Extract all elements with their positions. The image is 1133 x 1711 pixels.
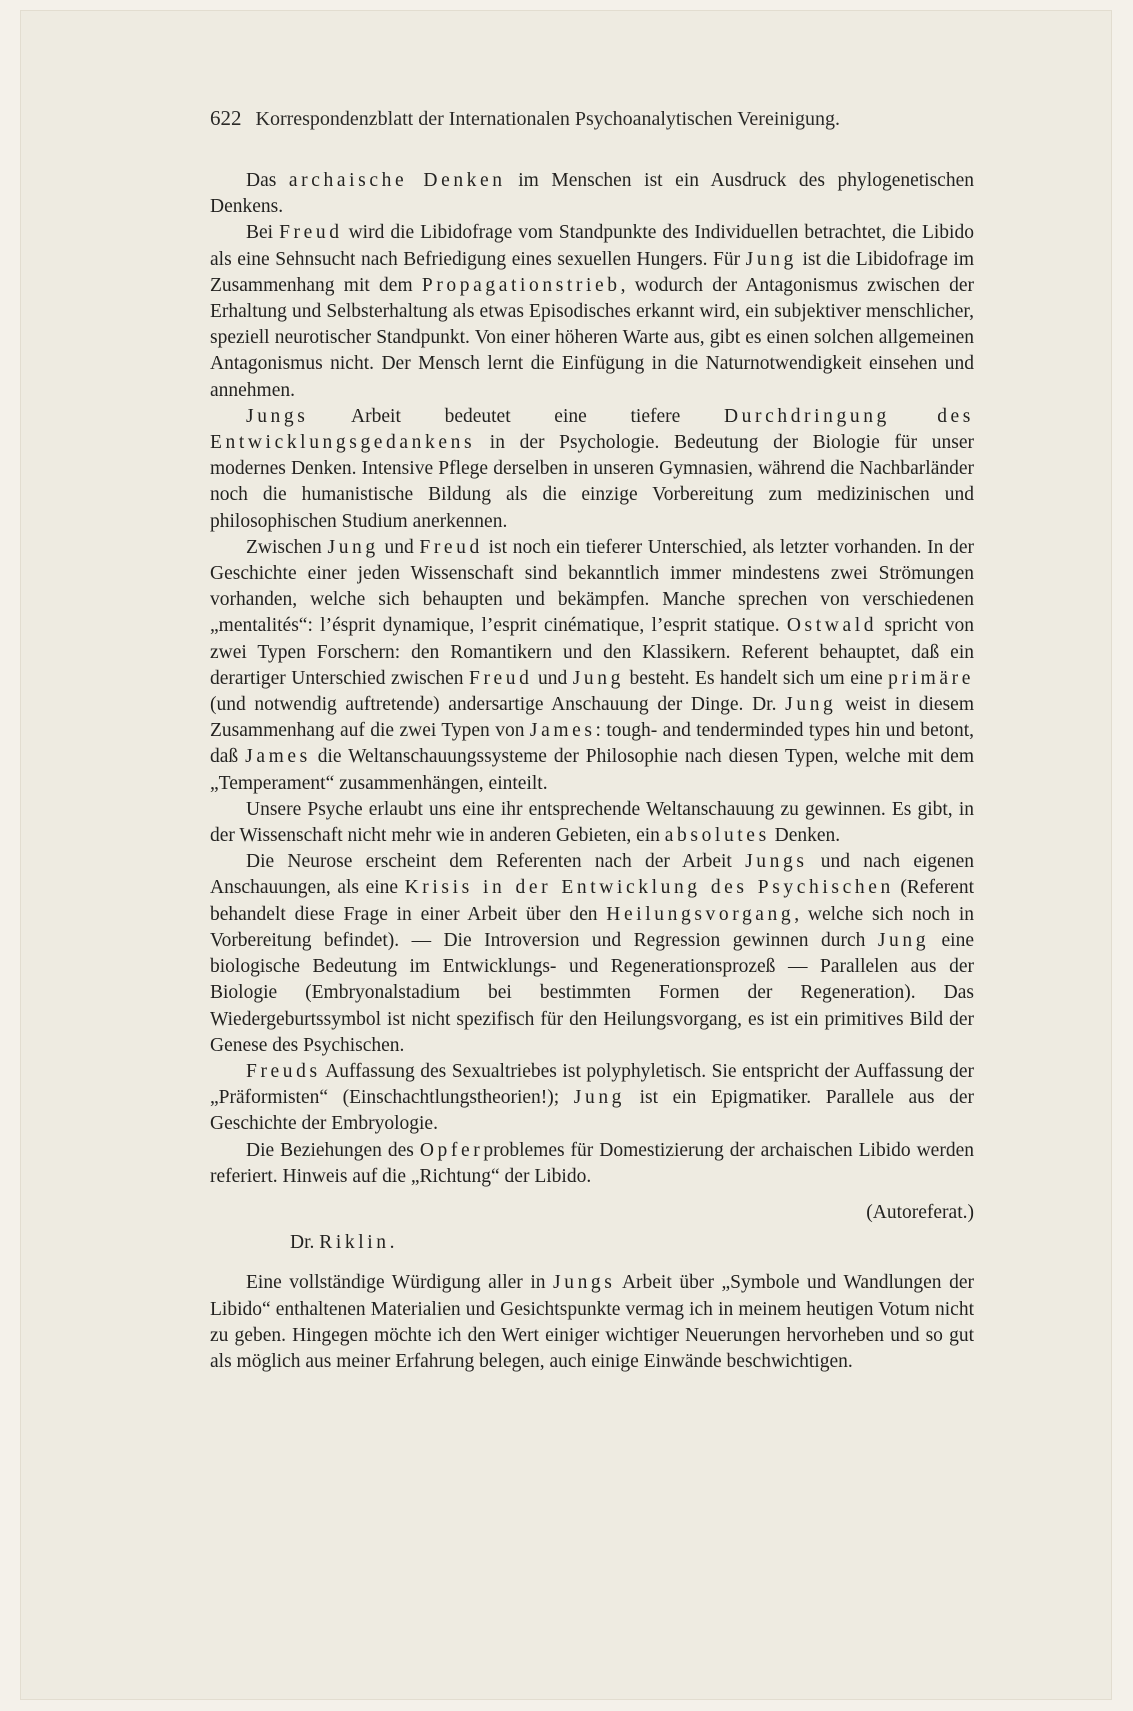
paragraph: [210, 168, 974, 220]
spaced-emphasis: absolutes: [664, 825, 770, 847]
spaced-emphasis: Jung: [573, 1087, 626, 1109]
text-run: Zwischen: [246, 536, 328, 558]
spaced-emphasis: James: [529, 720, 596, 742]
text-run: spricht von zwei Typen Forschern: den Romantikern und den Klassikern. Referent behauptet, daß ein derartiger Unterschied zwischen: [210, 615, 974, 689]
page-number: 622: [210, 106, 242, 130]
speaker-prefix: Dr.: [290, 1232, 320, 1254]
text-run: , wodurch der Antagonismus zwischen der Erhaltung und Selbsterhaltung als etwas Episodisches erkannt wird, ein subjektiver menschlicher, speziell neurotischer Standpunkt. Von einer höheren Warte aus, gibt es einen solchen allgemeinen Antagonismus nicht. Der Mensch lernt die Einfügung in die Naturnotwendigkeit einsehen und annehmen.: [210, 274, 974, 401]
body-text: [210, 168, 974, 1375]
text-run: und: [532, 667, 573, 689]
text-run: Die Neurose erscheint dem Referenten nach der Arbeit: [246, 851, 746, 873]
text-run: und: [378, 536, 420, 558]
text-run: : tough- and tenderminded types hin und betont, daß: [210, 720, 975, 768]
spaced-emphasis: Freud: [279, 222, 343, 244]
text-run: ist noch ein tieferer Unterschied, als letzter vorhanden. In der Geschichte einer jeden Wissenschaft sind bekanntlich immer mindestens zwei Strömungen vorhanden, welche sich behaupten und bekämpfen. Manche sprechen von verschiedenen „mentalités“: l’ésprit dynamique, l’esprit cinématique, l’esprit statique.: [210, 536, 975, 637]
paragraph: [210, 404, 974, 535]
running-title: Korrespondenzblatt der Internationalen Psychoanalytischen Vereinigung.: [255, 108, 840, 130]
text-run: im Menschen ist ein Ausdruck des phylogenetischen Denkens.: [210, 170, 974, 218]
final-paragraph: [210, 1270, 974, 1375]
spaced-emphasis: Jungs: [745, 851, 808, 873]
paragraph: [210, 1138, 974, 1190]
text-run: Unsere Psyche erlaubt uns eine ihr entsprechende Weltanschauung zu gewinnen. Es gibt, in der Wissenschaft nicht mehr wie in anderen Gebieten, ein: [210, 798, 974, 847]
spaced-emphasis: Jung: [785, 694, 837, 716]
spaced-emphasis: Jungs: [246, 405, 309, 427]
paragraph: [210, 797, 974, 849]
text-run: Arbeit bedeutet eine tiefere: [308, 405, 724, 427]
spaced-emphasis: archaische Denken: [288, 170, 506, 191]
text-run: besteht. Es handelt sich um eine: [623, 667, 889, 689]
spaced-emphasis: Durchdringung des Entwicklungsgedankens: [210, 405, 974, 454]
text-run: Arbeit über „Symbole und Wandlungen der Libido“ enthaltenen Materialien und Gesichtspunkte vermag ich in meinem heutigen Votum nicht zu geben. Hingegen möchte ich den Wert einiger wichtiger Neuerungen hervorheben und so gut als möglich aus meiner Erfahrung belegen, auch einige Einwände beschwichtigen.: [210, 1272, 974, 1372]
spaced-emphasis: Ostwald: [786, 615, 878, 637]
text-run: Auffassung des Sexualtriebes ist polyphyletisch. Sie entspricht der Auffassung der „Präformisten“ (Einschachtlungstheorien!);: [210, 1060, 974, 1109]
text-run: Die Beziehungen des: [246, 1139, 420, 1161]
text-run: ist ein Epigmatiker. Parallele aus der Geschichte der Embryologie.: [210, 1087, 974, 1135]
spaced-emphasis: James: [245, 746, 311, 768]
spaced-emphasis: Heilungsvorgang: [606, 903, 795, 925]
speaker-heading: [210, 1230, 974, 1256]
spaced-emphasis: Jungs: [553, 1272, 616, 1294]
text-run: ist die Libidofrage im Zusammenhang mit dem: [210, 248, 974, 296]
spaced-emphasis: primäre: [888, 667, 974, 689]
text-run: Bei: [246, 222, 280, 244]
text-run: und nach eigenen Anschauungen, als eine: [210, 851, 974, 899]
text-run: eine biologische Bedeutung im Entwicklungs- und Regenerationsprozeß — Parallelen aus der Biologie (Embryonalstadium bei bestimmten Formen der Regeneration). Das Wiedergeburtssymbol ist nicht spezifisch für den Heilungsvorgang, es ist ein primitives Bild der Genese des Psychischen.: [210, 929, 974, 1056]
text-run: in der Psychologie. Bedeutung der Biologie für unser modernes Denken. Intensive Pflege derselben in unseren Gymnasien, während die Nachbarländer noch die humanistische Bildung als die einzige Vorbereitung zum medizinischen und philosophischen Studium anerkennen.: [210, 432, 974, 532]
text-run: (und notwendig auftretende) andersartige Anschauung der Dinge. Dr.: [210, 694, 786, 716]
spaced-emphasis: Krisis in der Entwicklung des Psychischen: [404, 877, 894, 899]
spaced-emphasis: Freud: [469, 667, 533, 689]
spaced-emphasis: Jung: [877, 929, 930, 951]
text-run: (Referent behandelt diese Frage in einer Arbeit über den: [210, 877, 974, 925]
text-run: Denken.: [769, 825, 841, 847]
spaced-emphasis: Freuds: [246, 1060, 321, 1082]
document-page: [20, 10, 1112, 1700]
paragraph: [210, 849, 974, 1059]
text-run: Eine vollständige Würdigung aller in: [246, 1272, 554, 1294]
text-run: problemes für Domestizierung der archaischen Libido werden referiert. Hinweis auf die „Richtung“ der Libido.: [210, 1139, 974, 1187]
paragraph: [210, 1059, 974, 1138]
spaced-emphasis: Freud: [419, 536, 483, 558]
speaker-name: Riklin.: [319, 1232, 399, 1254]
spaced-emphasis: Opfer: [419, 1139, 484, 1161]
text-run: wird die Libidofrage vom Standpunkte des Individuellen betrachtet, die Libido als eine Sehnsucht nach Befriedigung eines sexuellen Hungers. Für: [210, 222, 974, 270]
spaced-emphasis: Jung: [745, 248, 797, 270]
spaced-emphasis: Jung: [572, 667, 624, 689]
page-header: [210, 106, 974, 131]
paragraph: [210, 535, 974, 797]
text-run: , welche sich noch in Vorbereitung befindet). — Die Introversion und Regression gewinnen durch: [210, 903, 975, 951]
autoreferat-note: (Autoreferat.): [866, 1201, 974, 1223]
text-run: Das: [246, 170, 289, 191]
spaced-emphasis: Propagationstrieb: [421, 274, 621, 296]
paragraph: [210, 220, 974, 403]
spaced-emphasis: Jung: [327, 536, 379, 558]
text-run: die Weltanschauungssysteme der Philosophie nach diesen Typen, welche mit dem „Temperament“ zusammenhängen, einteilt.: [210, 746, 975, 794]
text-run: weist in diesem Zusammenhang auf die zwei Typen von: [210, 694, 974, 742]
